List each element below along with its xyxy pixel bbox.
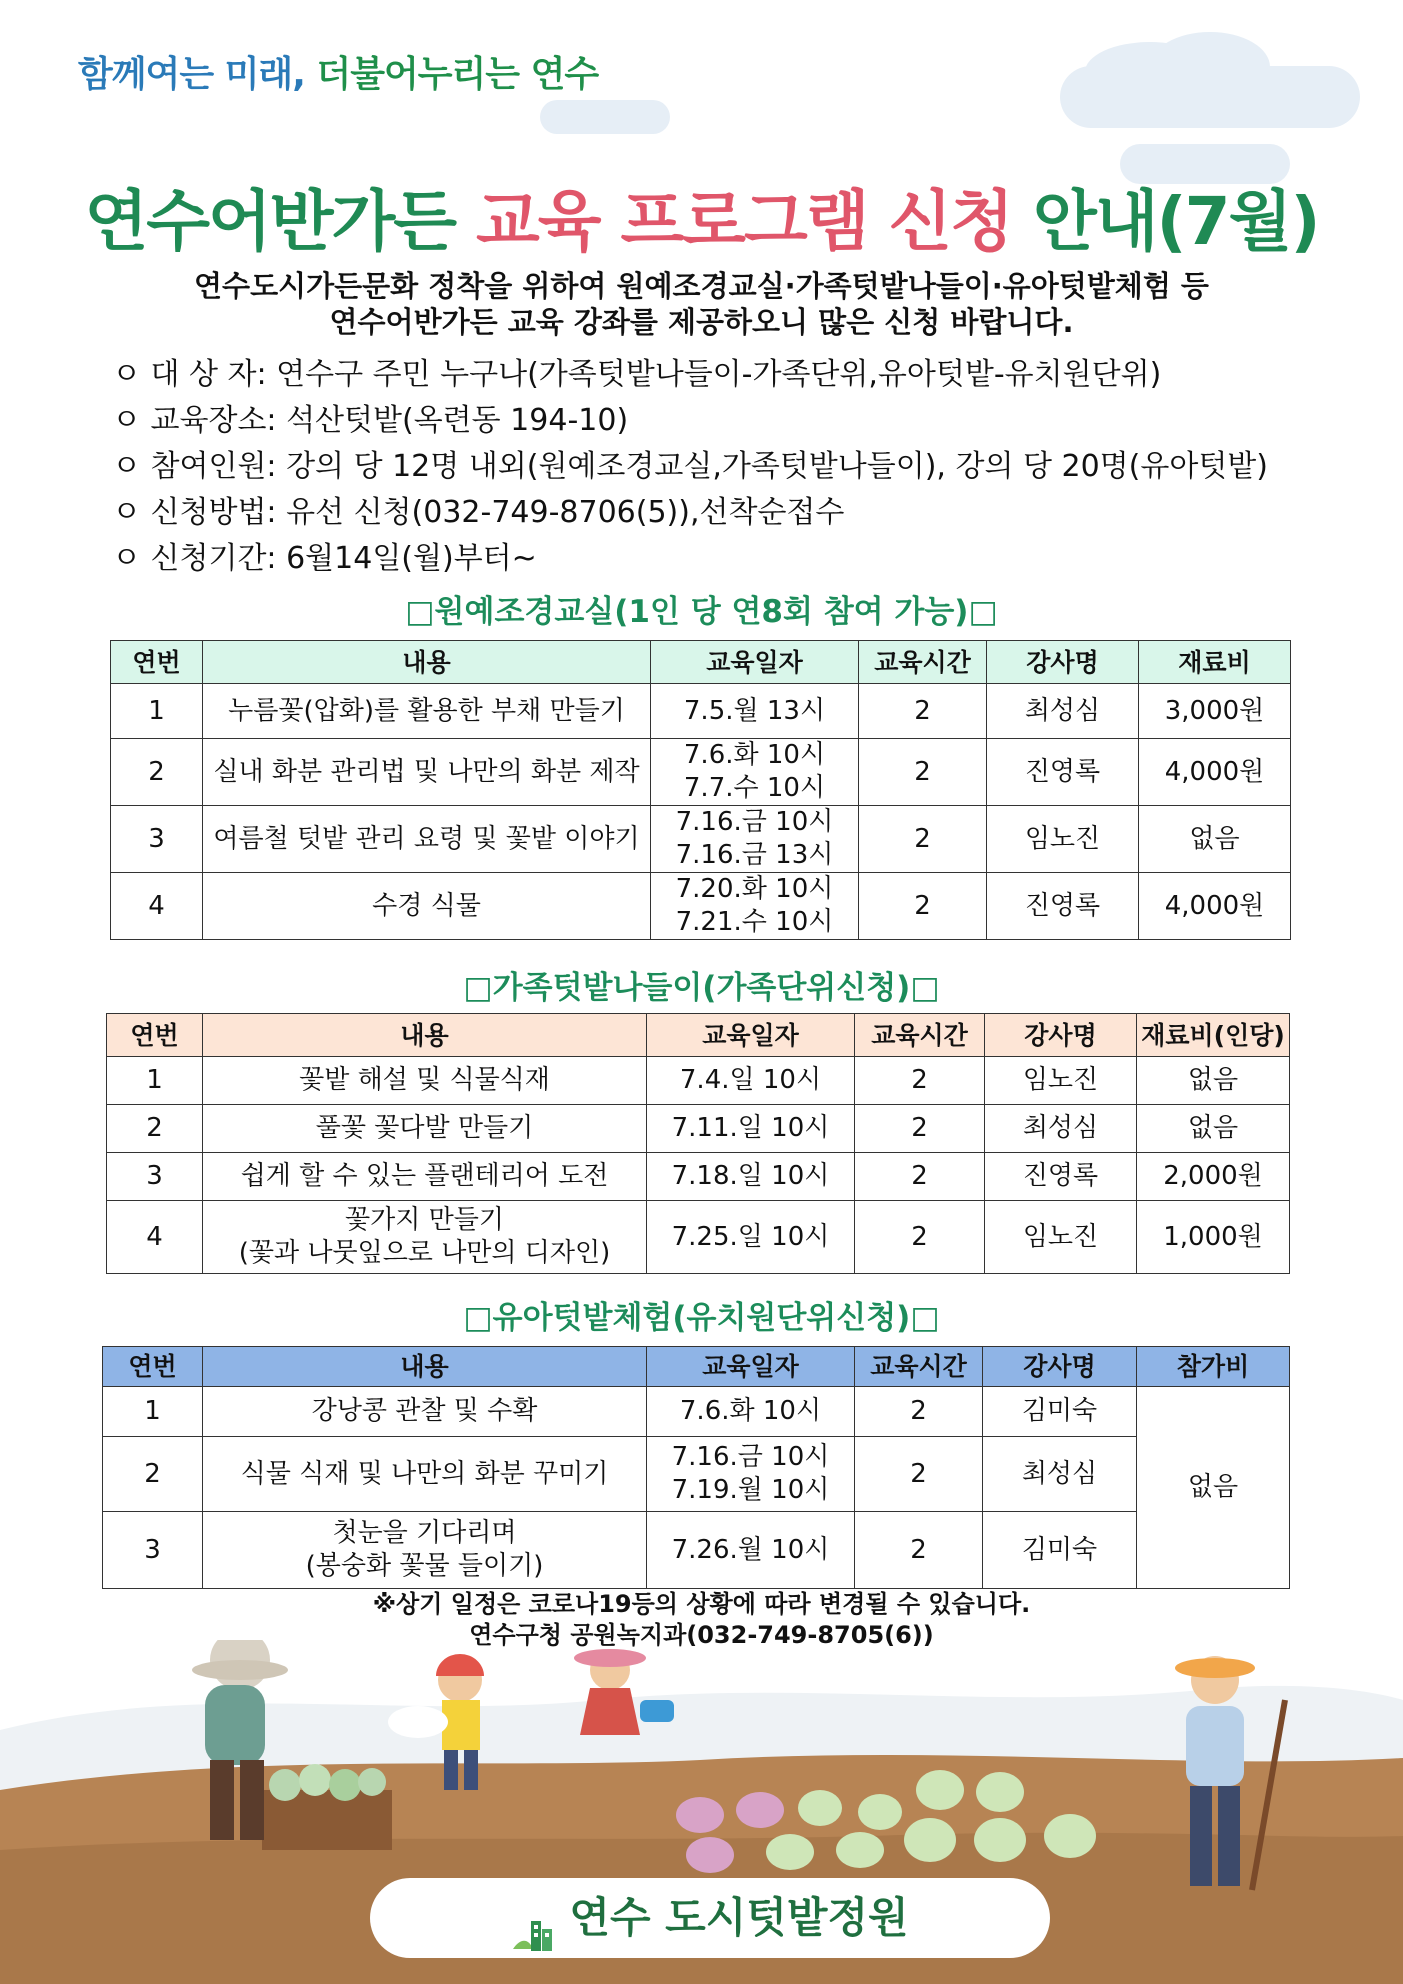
col-header: 내용 xyxy=(203,641,651,684)
cell-hours: 2 xyxy=(855,1153,985,1201)
table-row xyxy=(103,1512,1290,1589)
cell-fee: 3,000원 xyxy=(1139,684,1291,739)
cell-date: 7.18.일 10시 xyxy=(647,1153,855,1201)
col-header: 내용 xyxy=(203,1014,647,1057)
content-line: 꽃가지 만들기 xyxy=(345,1205,504,1235)
cell-content: 누름꽃(압화)를 활용한 부채 만들기 xyxy=(203,684,651,739)
cell-date xyxy=(651,806,859,873)
cell-content: 강낭콩 관찰 및 수확 xyxy=(203,1387,647,1437)
cell-date xyxy=(651,739,859,806)
col-header: 교육시간 xyxy=(855,1014,985,1057)
date-line: 7.21.수 10시 xyxy=(675,907,834,937)
info-list xyxy=(112,352,1268,582)
cell-instructor: 임노진 xyxy=(987,806,1139,873)
cell-no: 3 xyxy=(103,1512,203,1589)
title-part3: 안내(7월) xyxy=(1033,183,1319,260)
cell-date xyxy=(647,1437,855,1512)
note-line2: 연수구청 공원녹지과(032-749-8705(6)) xyxy=(469,1621,934,1649)
cell-content: 꽃밭 해설 및 식물식재 xyxy=(203,1057,647,1105)
col-header: 연번 xyxy=(111,641,203,684)
date-line: 7.5.월 13시 xyxy=(683,695,826,726)
intro-text xyxy=(0,268,1403,340)
note-line1: ※상기 일정은 코로나19등의 상황에 따라 변경될 수 있습니다. xyxy=(372,1590,1031,1618)
table-row xyxy=(111,684,1291,739)
cell-hours: 2 xyxy=(859,739,987,806)
col-header: 연번 xyxy=(103,1347,203,1387)
table-row xyxy=(107,1057,1290,1105)
col-header: 재료비 xyxy=(1139,641,1291,684)
cell-instructor: 최성심 xyxy=(985,1105,1137,1153)
col-header: 재료비(인당) xyxy=(1137,1014,1290,1057)
col-header: 교육일자 xyxy=(647,1347,855,1387)
cell-content: 풀꽃 꽃다발 만들기 xyxy=(203,1105,647,1153)
cell-no: 1 xyxy=(103,1387,203,1437)
cell-date: 7.6.화 10시 xyxy=(647,1387,855,1437)
cell-no: 4 xyxy=(107,1201,203,1274)
page-title xyxy=(0,168,1403,263)
section3-title: □유아텃밭체험(유치원단위신청)□ xyxy=(463,1300,940,1336)
cell-date: 7.25.일 10시 xyxy=(647,1201,855,1274)
table-row xyxy=(111,873,1291,940)
info-item: ㅇ 신청기간: 6월14일(월)부터~ xyxy=(112,541,537,576)
table-header-row xyxy=(111,641,1291,684)
cell-date xyxy=(651,684,859,739)
section3-table xyxy=(102,1346,1290,1589)
cell-instructor: 진영록 xyxy=(987,739,1139,806)
section1-table xyxy=(110,640,1291,940)
info-item: ㅇ 대 상 자: 연수구 주민 누구나(가족텃밭나들이-가족단위,유아텃밭-유치원단위) xyxy=(112,357,1162,392)
cell-hours: 2 xyxy=(859,684,987,739)
slogan-part1: 함께여는 미래, xyxy=(78,54,305,95)
cell-date: 7.11.일 10시 xyxy=(647,1105,855,1153)
cell-no: 4 xyxy=(111,873,203,940)
intro-line1: 연수도시가든문화 정착을 위하여 원예조경교실·가족텃밭나들이·유아텃밭체험 등 xyxy=(194,269,1209,303)
date-line: 7.7.수 10시 xyxy=(683,773,826,803)
col-header: 교육일자 xyxy=(647,1014,855,1057)
cell-fee: 4,000원 xyxy=(1139,739,1291,806)
cell-fee: 없음 xyxy=(1137,1105,1290,1153)
date-line: 7.6.화 10시 xyxy=(683,740,826,770)
cell-fee: 2,000원 xyxy=(1137,1153,1290,1201)
info-item: ㅇ 참여인원: 강의 당 12명 내외(원예조경교실,가족텃밭나들이), 강의 당 20명(유아텃밭) xyxy=(112,449,1268,484)
cell-hours: 2 xyxy=(855,1437,983,1512)
slogan-part2: 더불어누리는 연수 xyxy=(316,54,599,95)
table-row xyxy=(103,1437,1290,1512)
cell-instructor: 김미숙 xyxy=(983,1512,1137,1589)
content-line: (봉숭화 꽃물 들이기) xyxy=(305,1551,544,1581)
cell-hours: 2 xyxy=(855,1057,985,1105)
cell-hours: 2 xyxy=(859,806,987,873)
content-line: (꽃과 나뭇잎으로 나만의 디자인) xyxy=(238,1238,611,1268)
cell-fee: 없음 xyxy=(1139,806,1291,873)
cell-instructor: 진영록 xyxy=(987,873,1139,940)
col-header: 연번 xyxy=(107,1014,203,1057)
cell-content xyxy=(203,1201,647,1274)
cell-hours: 2 xyxy=(855,1512,983,1589)
cell-hours: 2 xyxy=(855,1105,985,1153)
cell-fee: 4,000원 xyxy=(1139,873,1291,940)
col-header: 교육시간 xyxy=(855,1347,983,1387)
cell-instructor: 최성심 xyxy=(983,1437,1137,1512)
table-header-row xyxy=(103,1347,1290,1387)
cell-instructor: 임노진 xyxy=(985,1201,1137,1274)
cell-fee: 없음 xyxy=(1137,1057,1290,1105)
cell-date xyxy=(651,873,859,940)
cloud-decoration xyxy=(1150,32,1270,102)
col-header: 교육시간 xyxy=(859,641,987,684)
cell-fee: 1,000원 xyxy=(1137,1201,1290,1274)
cell-content: 실내 화분 관리법 및 나만의 화분 제작 xyxy=(203,739,651,806)
col-header: 내용 xyxy=(203,1347,647,1387)
col-header: 교육일자 xyxy=(651,641,859,684)
table-row xyxy=(111,739,1291,806)
cell-no: 3 xyxy=(111,806,203,873)
cell-instructor: 임노진 xyxy=(985,1057,1137,1105)
cell-no: 2 xyxy=(111,739,203,806)
table-row xyxy=(103,1387,1290,1437)
date-line: 7.16.금 10시 xyxy=(671,1442,830,1472)
table-header-row xyxy=(107,1014,1290,1057)
cell-content xyxy=(203,1512,647,1589)
building-leaf-icon xyxy=(511,1901,555,1941)
cell-hours: 2 xyxy=(859,873,987,940)
table-row xyxy=(107,1201,1290,1274)
date-line: 7.16.금 13시 xyxy=(675,840,834,870)
cloud-decoration xyxy=(540,100,670,134)
info-item: ㅇ 신청방법: 유선 신청(032-749-8706(5)),선착순접수 xyxy=(112,495,845,530)
section2-table xyxy=(106,1013,1290,1274)
cell-no: 1 xyxy=(107,1057,203,1105)
title-part2: 교육 프로그램 신청 xyxy=(476,183,1013,260)
brand-banner xyxy=(370,1878,1050,1958)
date-line: 7.19.월 10시 xyxy=(671,1475,830,1505)
cell-date: 7.26.월 10시 xyxy=(647,1512,855,1589)
col-header: 강사명 xyxy=(987,641,1139,684)
cell-no: 1 xyxy=(111,684,203,739)
content-line: 첫눈을 기다리며 xyxy=(332,1518,517,1548)
cell-no: 2 xyxy=(107,1105,203,1153)
table-row xyxy=(107,1105,1290,1153)
title-part1: 연수어반가든 xyxy=(84,183,456,260)
cell-instructor: 진영록 xyxy=(985,1153,1137,1201)
table-row xyxy=(107,1153,1290,1201)
cell-date: 7.4.일 10시 xyxy=(647,1057,855,1105)
col-header: 참가비 xyxy=(1137,1347,1290,1387)
cell-instructor: 김미숙 xyxy=(983,1387,1137,1437)
intro-line2: 연수어반가든 교육 강좌를 제공하오니 많은 신청 바랍니다. xyxy=(329,305,1074,339)
col-header: 강사명 xyxy=(983,1347,1137,1387)
cell-hours: 2 xyxy=(855,1201,985,1274)
date-line: 7.20.화 10시 xyxy=(675,874,834,904)
cell-content: 수경 식물 xyxy=(203,873,651,940)
section1-title: □원예조경교실(1인 당 연8회 참여 가능)□ xyxy=(405,594,998,630)
section2-title: □가족텃밭나들이(가족단위신청)□ xyxy=(463,970,940,1006)
table-row xyxy=(111,806,1291,873)
cell-instructor: 최성심 xyxy=(987,684,1139,739)
date-line: 7.16.금 10시 xyxy=(675,807,834,837)
cell-content: 여름철 텃밭 관리 요령 및 꽃밭 이야기 xyxy=(203,806,651,873)
info-item: ㅇ 교육장소: 석산텃밭(옥련동 194-10) xyxy=(112,403,629,438)
col-header: 강사명 xyxy=(985,1014,1137,1057)
cell-fee: 없음 xyxy=(1137,1387,1290,1589)
cell-content: 쉽게 할 수 있는 플랜테리어 도전 xyxy=(203,1153,647,1201)
cell-no: 2 xyxy=(103,1437,203,1512)
cell-hours: 2 xyxy=(855,1387,983,1437)
cell-content: 식물 식재 및 나만의 화분 꾸미기 xyxy=(203,1437,647,1512)
cell-no: 3 xyxy=(107,1153,203,1201)
banner-text: 연수 도시텃밭정원 xyxy=(569,1893,909,1942)
slogan xyxy=(78,46,598,97)
